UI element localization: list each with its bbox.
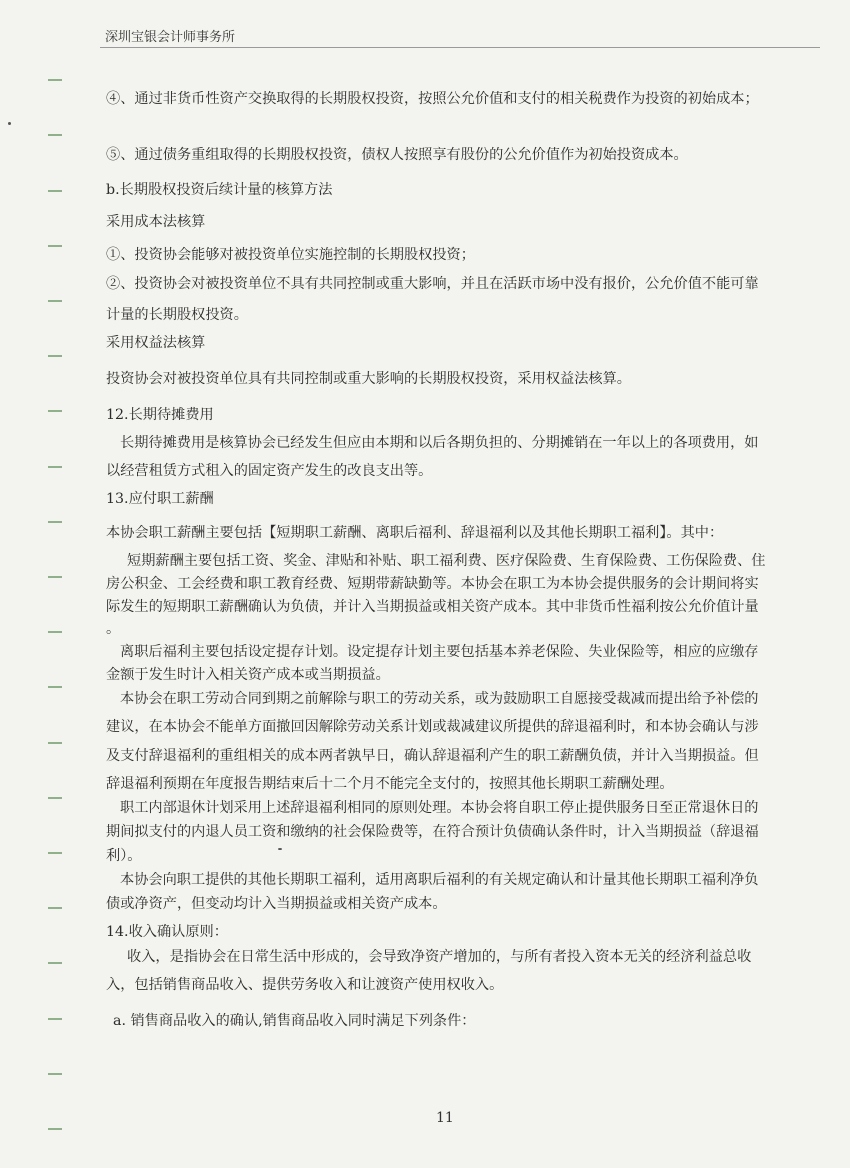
paragraph-line: 辞退福利预期在年度报告期结束后十二个月不能完全支付的，按照其他长期职工薪酬处理。	[106, 776, 674, 792]
header-rule	[100, 47, 820, 48]
paragraph-line: 投资协会对被投资单位具有共同控制或重大影响的长期股权投资，采用权益法核算。	[106, 371, 631, 387]
section-heading: 14.收入确认原则：	[106, 924, 228, 940]
paragraph-line: 职工内部退休计划采用上述辞退福利相同的原则处理。本协会将自职工停止提供服务日至正常退休日的	[120, 800, 759, 816]
scan-speck	[8, 122, 11, 125]
paragraph-line: 收入，是指协会在日常生活中形成的，会导致净资产增加的，与所有者投入资本无关的经济利益总收	[127, 949, 752, 965]
section-heading: 12.长期待摊费用	[106, 407, 214, 423]
paragraph-line: 债或净资产，但变动均计入当期损益或相关资产成本。	[106, 896, 447, 912]
paragraph-line: 入，包括销售商品收入、提供劳务收入和让渡资产使用权收入。	[106, 977, 504, 993]
paragraph-line: 期间拟支付的内退人员工资和缴纳的社会保险费等，在符合预计负债确认条件时，计入当期损益（辞退福	[106, 824, 759, 840]
paragraph-line: 房公积金、工会经费和职工教育经费、短期带薪缺勤等。本协会在职工为本协会提供服务的会计期间将实	[106, 576, 759, 592]
scan-speck	[278, 848, 282, 850]
section-heading: b.长期股权投资后续计量的核算方法	[106, 182, 333, 198]
paragraph-line: 采用成本法核算	[106, 214, 206, 230]
page-number: 11	[436, 1110, 454, 1126]
paragraph-line: 短期薪酬主要包括工资、奖金、津贴和补贴、职工福利费、医疗保险费、生育保险费、工伤保险费、住	[127, 553, 766, 569]
paragraph-line: 及支付辞退福利的重组相关的成本两者孰早日，确认辞退福利产生的职工薪酬负债，并计入当期损益。但	[106, 748, 759, 764]
section-heading: 13.应付职工薪酬	[106, 491, 214, 507]
paragraph-line: 计量的长期股权投资。	[106, 307, 248, 323]
margin-hole-marks	[0, 0, 70, 1168]
paragraph-line: ②、投资协会对被投资单位不具有共同控制或重大影响，并且在活跃市场中没有报价，公允价值不能可靠	[106, 276, 759, 292]
paragraph-line: 建议，在本协会不能单方面撤回因解除劳动关系计划或裁减建议所提供的辞退福利时，和本协会确认与涉	[106, 719, 759, 735]
paragraph-line: 金额于发生时计入相关资产成本或当期损益。	[106, 667, 390, 683]
paragraph-line: 际发生的短期职工薪酬确认为负债，并计入当期损益或相关资产成本。其中非货币性福利按公允价值计量	[106, 599, 759, 615]
paragraph-line: 离职后福利主要包括设定提存计划。设定提存计划主要包括基本养老保险、失业保险等，相应的应缴存	[120, 644, 759, 660]
paragraph-line: 本协会在职工劳动合同到期之前解除与职工的劳动关系，或为鼓励职工自愿接受裁减而提出给予补偿的	[120, 691, 759, 707]
paragraph-line: 本协会职工薪酬主要包括【短期职工薪酬、离职后福利、辞退福利以及其他长期职工福利】。其中：	[106, 525, 724, 541]
firm-header: 深圳宝银会计师事务所	[105, 30, 236, 45]
paragraph-line: a. 销售商品收入的确认,销售商品收入同时满足下列条件：	[113, 1013, 476, 1029]
paragraph-line: ④、通过非货币性资产交换取得的长期股权投资，按照公允价值和支付的相关税费作为投资的初始成本；	[106, 91, 759, 107]
paragraph-line: 利）。	[106, 848, 142, 864]
paragraph-line: 采用权益法核算	[106, 335, 206, 351]
paragraph-line: ①、投资协会能够对被投资单位实施控制的长期股权投资；	[106, 247, 475, 263]
paragraph-line: ⑤、通过债务重组取得的长期股权投资，债权人按照享有股份的公允价值作为初始投资成本。	[106, 147, 688, 163]
paragraph-line: 本协会向职工提供的其他长期职工福利，适用离职后福利的有关规定确认和计量其他长期职工福利净负	[120, 872, 759, 888]
paragraph-line: 以经营租赁方式租入的固定资产发生的改良支出等。	[106, 463, 433, 479]
paragraph-line: 。	[106, 621, 121, 637]
paragraph-line: 长期待摊费用是核算协会已经发生但应由本期和以后各期负担的、分期摊销在一年以上的各项费用，如	[120, 435, 759, 451]
